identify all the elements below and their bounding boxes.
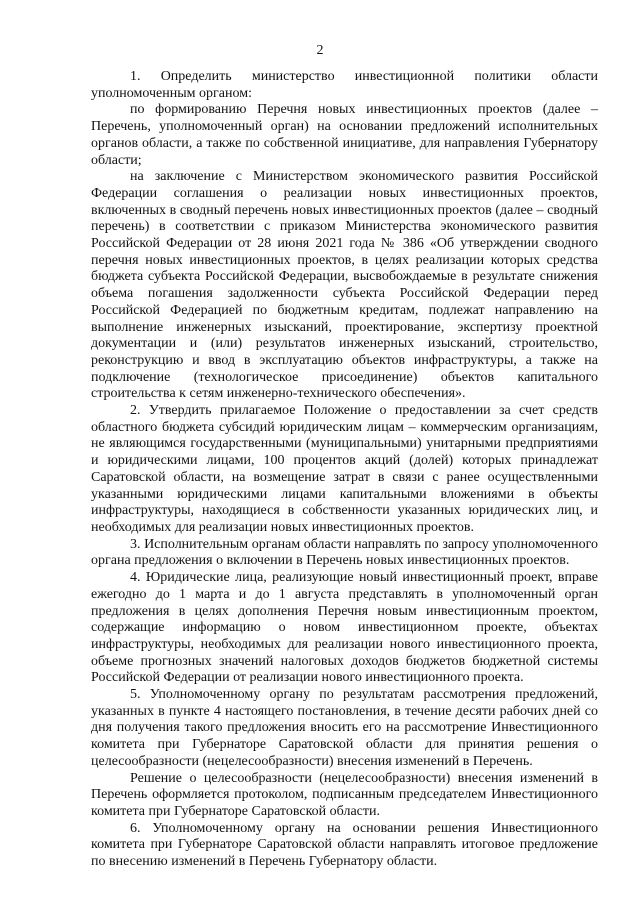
paragraph-2: по формированию Перечня новых инвестиционных проектов (далее – Перечень, уполномоченный орган) на основании предложений исполнительных органов области, а также по собственной инициативе, для направления Губернатору области; — [91, 102, 598, 168]
document-body — [91, 69, 598, 871]
paragraph-5: 3. Исполнительным органам области направлять по запросу уполномоченного органа предложения о включении в Перечень новых инвестиционных проектов. — [91, 536, 598, 569]
paragraph-7: 5. Уполномоченному органу по результатам рассмотрения предложений, указанных в пункте 4 настоящего постановления, в течение десяти рабочих дней со дня получения такого предложения вносить его на рассмотрение Инвестиционного комитета при Губернаторе Саратовской области для принятия решения о целесообразности (нецелесообразности) внесения изменений в Перечень. — [91, 687, 598, 769]
paragraph-6: 4. Юридические лица, реализующие новый инвестиционный проект, вправе ежегодно до 1 марта и до 1 августа представлять в уполномоченный орган предложения в целях дополнения Перечня новым инвестиционным проектом, содержащие информацию о новом инвестиционном проекте, объектах инфраструктуры, необходимых для реализации нового инвестиционного проекта, объеме прогнозных значений налоговых доходов бюджетов бюджетной системы Российской Федерации от реализации нового инвестиционного проекта. — [91, 570, 598, 686]
paragraph-4: 2. Утвердить прилагаемое Положение о предоставлении за счет средств областного бюджета субсидий юридическим лицам – коммерческим организациям, не являющимся государственными (муниципальными) унитарными предприятиями и юридическими лицами, 100 процентов акций (долей) которых принадлежат Саратовской области, на возмещение затрат в связи с ранее осуществленными указанными юридическими лицами капитальными вложениями в объекты инфраструктуры, находящиеся в собственности указанных юридических лиц, и необходимых для реализации новых инвестиционных проектов. — [91, 403, 598, 535]
paragraph-8: Решение о целесообразности (нецелесообразности) внесения изменений в Перечень оформляется протоколом, подписанным председателем Инвестиционного комитета при Губернаторе Саратовской области. — [91, 770, 598, 819]
paragraph-3: на заключение с Министерством экономического развития Российской Федерации соглашения о реализации новых инвестиционных проектов, включенных в сводный перечень новых инвестиционных проектов (далее – сводный перечень) в соответствии с приказом Министерства экономического развития Российской Федерации от 28 июня 2021 года № 386 «Об утверждении сводного перечня новых инвестиционных проектов, в целях реализации которых средства бюджета субъекта Российской Федерации, высвобождаемые в результате снижения объема погашения задолженности субъекта Российской Федерации перед Российской Федерацией по бюджетным кредитам, подлежат направлению на выполнение инженерных изысканий, проектирование, экспертизу проектной документации и (или) результатов инженерных изысканий, строительство, реконструкцию и ввод в эксплуатацию объектов инфраструктуры, а также на подключение (технологическое присоединение) объектов капитального строительства к сетям инженерно-технического обеспечения». — [91, 169, 598, 402]
paragraph-9: 6. Уполномоченному органу на основании решения Инвестиционного комитета при Губернаторе Саратовской области направлять итоговое предложение по внесению изменений в Перечень Губернатору области. — [91, 820, 598, 870]
page-number: 2 — [316, 43, 324, 58]
paragraph-1: 1. Определить министерство инвестиционной политики области уполномоченным органом: — [91, 69, 598, 101]
